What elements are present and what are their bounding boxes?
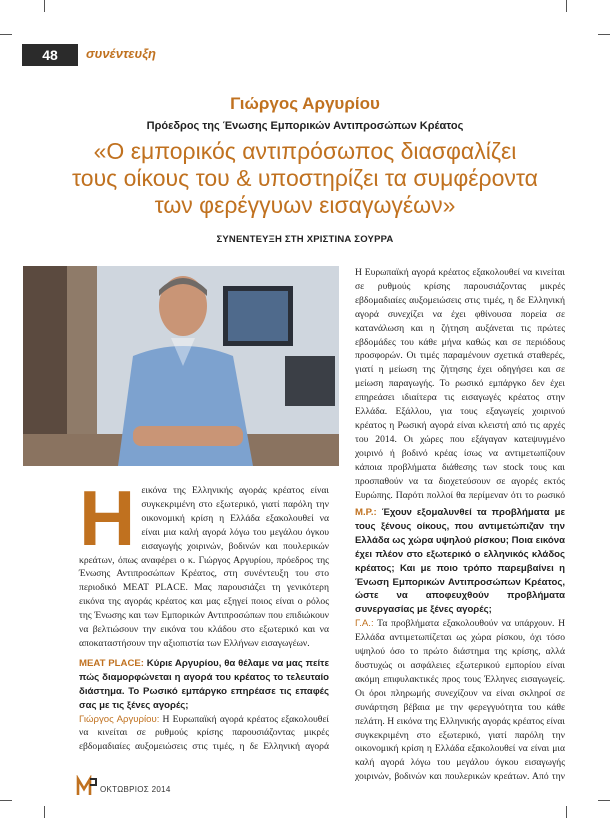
photo-illustration: [23, 266, 339, 466]
question-text: Κύριε Αργυρίου, θα θέλαμε να μας πείτε πώς διαμορφώνεται η αγορά του κρέατος το τελευταίο διάστημα. Το Ρωσικό εμπάργκο επηρέασε τις επαφές σας με τις ξένες αγορές;: [79, 657, 329, 711]
section-title: συνέντευξη: [86, 46, 157, 61]
drop-cap: Η: [79, 474, 136, 562]
crop-mark: [44, 806, 45, 818]
headline-line: «Ο εμπορικός αντιπρόσωπος διασφαλίζει: [93, 138, 517, 164]
interviewee-name: Γιώργος Αργυρίου: [230, 94, 380, 113]
crop-mark: [44, 0, 45, 12]
crop-mark: [566, 806, 567, 818]
headline-line: των φερέγγυων εισαγωγέων»: [154, 192, 456, 218]
article-column-left: [79, 474, 329, 755]
answer-text: Η Ευρωπαϊκή αγορά κρέατος εξακολουθεί να κινείται σε ρυθμούς κρίσης παρουσιάζοντας μικρές εβδομαδιαίες αυξομειώσεις στις τιμές, η δε Ελληνική αγορά: [79, 713, 329, 753]
crop-mark: [566, 0, 567, 12]
question-text: Έχουν εξομαλυνθεί τα προβλήματα με τους ξένους οίκους, που αντιμετώπιζαν την Ελλάδα ως χώρα υψηλού ρίσκου; Ποια εικόνα έχει πλέον στο εξωτερικό ο ελληνικός κλάδος κρέατος; Και με ποιο τρόπο παρεμβαίνει η Ένωση Εμπορικών Αντιπροσώπων Κρέατος, ώστε να αποφευχθούν προβλήματα συνεργασίας με ξένες αγορές;: [355, 507, 565, 616]
question-2: [355, 506, 565, 617]
byline: ΣΥΝΕΝΤΕΥΞΗ ΣΤΗ ΧΡΙΣΤΙΝΑ ΣΟΥΡΡΑ: [216, 234, 394, 245]
answer-1-continued: [355, 266, 565, 502]
headline: [40, 138, 570, 219]
answer-label: Γ.Α.:: [355, 618, 374, 630]
question-label: Μ.Ρ.:: [355, 507, 377, 518]
interviewee-photo: [23, 266, 339, 466]
question-1: [79, 657, 329, 713]
issue-date: ΟΚΤΩΒΡΙΟΣ 2014: [100, 785, 171, 794]
answer-1: [79, 713, 329, 755]
interviewee-role: Πρόεδρος της Ένωσης Εμπορικών Αντιπροσώπων Κρέατος: [146, 120, 464, 132]
answer-text: Τα προβλήματα εξακολουθούν να υπάρχουν. Η Ελλάδα αντιμετωπίζεται ως χώρα ρίσκου, όχι τόσο υψηλού όσο το πρώτο διάστημα της κρίσης, αλλά δυστυχώς οι ασφάλειες εξωτερικού εμπορίου είναι ακόμη επιφυλακτικές προς τους Έλληνες εισαγωγείς. Οι όροι πληρωμής συνεχίζουν να είναι σκληροί σε συνάρτηση βέβαια με την φερεγγυότητα του κάθε πελάτη. Η εικόνα της Ελληνικής αγοράς κρέατος είναι συγκεκριμένη στο εξωτερικό, γιατί παρόλη την οικονομική κρίση η Ελλάδα εξακολουθεί να είναι μια καλή αγορά λόγω του μεγάλου όγκου εισαγωγής χοιρινών, βοδινών και πουλερικών κρεάτων. Από την: [355, 618, 565, 783]
article-column-right: [355, 266, 565, 784]
magazine-logo-icon: [76, 775, 98, 797]
intro-text: εικόνα της Ελληνικής αγοράς κρέατος είναι συγκεκριμένη στο εξωτερικό, γιατί παρόλη την οικονομική κρίση η Ελλάδα εξακολουθεί να είναι μια καλή αγορά λόγω του μεγάλου όγκου εισαγωγής χοιρινών, βοδινών και πουλερικών κρεάτων, όπως αναφέρει ο κ. Γιώργος Αργυρίου, πρόεδρος της Ένωσης Αντιπροσώπων Κρέατος, στη συνέντευξη του στο περιοδικό MEAT PLACE. Μας παρουσιάζει τη γενικότερη εικόνα της αγοράς κρέατος και μας εξηγεί ποιος είναι ο ρόλος της Ένωσης και των Εμπορικών Αντιπροσώπων που επιδιώκουν να βελτιώσουν την εικόνα του κλάδου στο εξωτερικό και να αποκαταστήσουν την αξιοπιστία των Ελλήνων εισαγωγέων.: [79, 485, 329, 649]
headline-line: τους οίκους του & υποστηρίζει τα συμφέροντα: [72, 165, 538, 191]
crop-mark: [0, 34, 12, 35]
question-label: MEAT PLACE:: [79, 657, 144, 669]
page-number: 48: [22, 44, 78, 66]
crop-mark: [0, 800, 12, 801]
answer-2: [355, 617, 565, 784]
intro-paragraph: [79, 474, 329, 651]
crop-mark: [598, 34, 610, 35]
answer-label: Γιώργος Αργυρίου:: [79, 713, 160, 725]
crop-mark: [598, 800, 610, 801]
answer-text: Η Ευρωπαϊκή αγορά κρέατος εξακολουθεί να κινείται σε ρυθμούς κρίσης παρουσιάζοντας μικρές εβδομαδιαίες αυξομειώσεις στις τιμές, η δε Ελληνική αγορά συνεχίζει να έχει φθίνουσα πορεία σε κατανάλωση και η ζήτηση αυξάνεται τις πρώτες εβδομάδες του κάθε μήνα καθώς και σε περιόδους προσφορών. Οι τιμές παραμένουν σχετικά σταθερές, γιατί η μείωση της ζήτησης έχει οδηγήσει και σε μείωση παραγωγής. Το ρωσικό εμπάργκο δεν έχει επηρεάσει ιδιαίτερα τις εισαγωγές κρέατος στην Ελλάδα. Εξάλλου, για τους εξαγωγείς χοιρινού κρέατος η Ρωσική αγορά είναι κλειστή από τις αρχές του 2014. Οι χώρες που εξάγαγαν κατεψυγμένο χοιρινό ή βοδινό κρέας ίσως να αντιμετωπίζουν κάποια προβλήματα διάθεσης των stock τους και προσπαθούν να τα διοχετεύσουν σε αγορές εκτός Ευρώπης. Παρότι πολλοί θα περίμεναν ότι το ρωσικό: [355, 267, 565, 501]
